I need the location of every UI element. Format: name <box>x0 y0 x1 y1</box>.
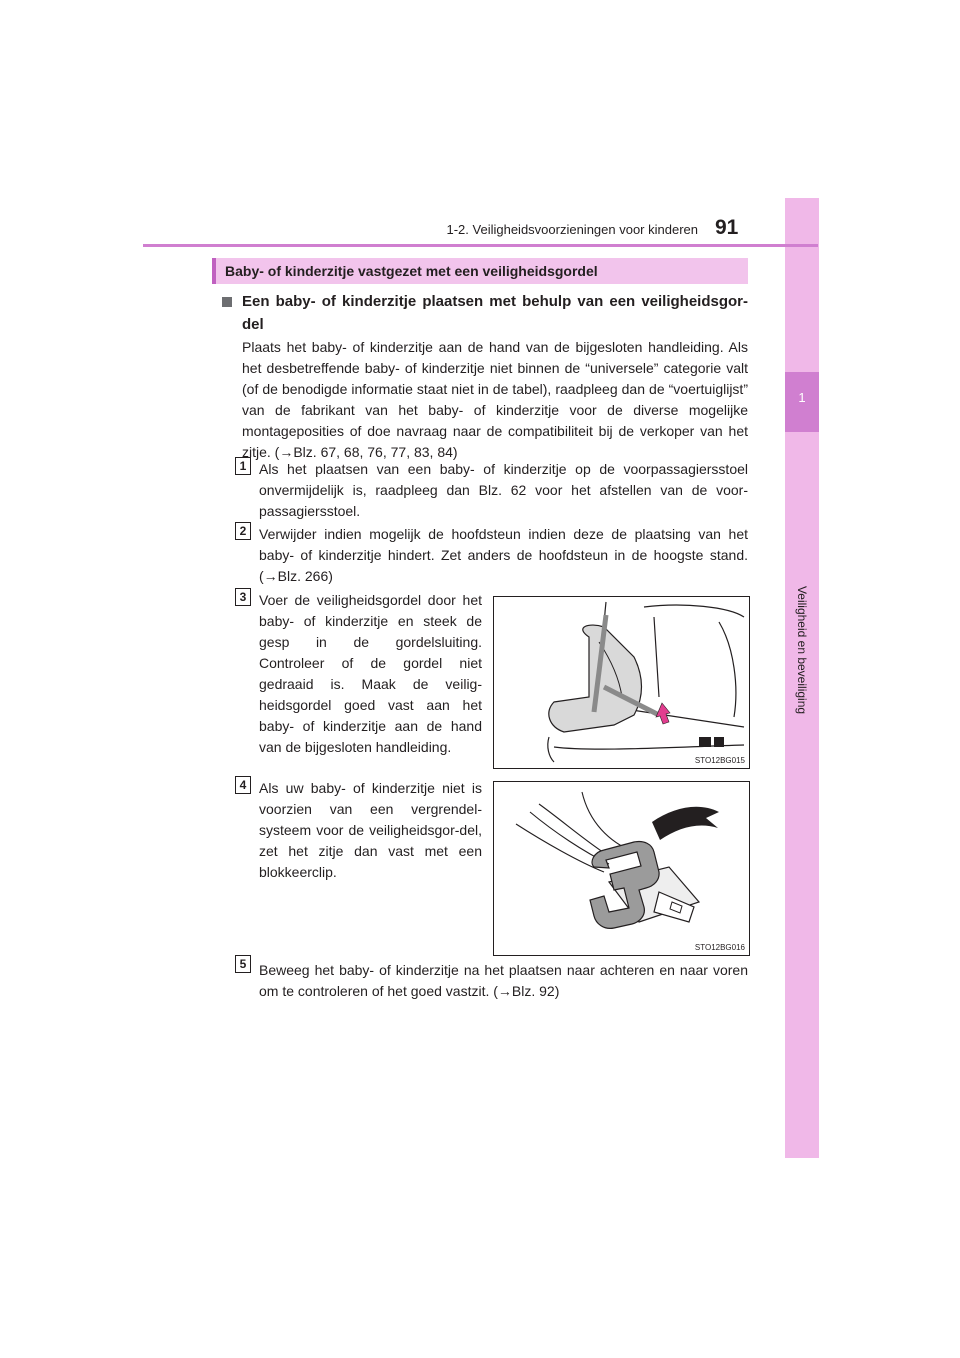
header-section-title: 1-2. Veiligheidsvoorzieningen voor kinderen <box>446 222 698 237</box>
step-text-4: Als uw baby- of kinderzitje niet is voorzien van een vergrendel-systeem voor de veiligheidsgor-del, zet het zitje dan vast met een blokkeerclip. <box>259 780 482 880</box>
locking-clip-illustration <box>494 782 749 955</box>
child-seat-installation-figure <box>493 596 750 769</box>
step-number-3: 3 <box>235 588 251 606</box>
figure-code: STO12BG016 <box>694 943 745 952</box>
child-seat-illustration <box>494 597 749 768</box>
subheading-square-marker <box>222 297 232 307</box>
section-title-bar: Baby- of kinderzitje vastgezet met een veiligheidsgordel <box>212 258 748 284</box>
locking-clip-figure <box>493 781 750 956</box>
step-number-1: 1 <box>235 457 251 475</box>
insert-arrow-icon <box>656 703 670 724</box>
step-text-1: Als het plaatsen van een baby- of kinderzitje op de voorpassagiersstoel onvermijdelijk is, raadpleeg dan Blz. 62 voor het afstellen van de voor-passagiersstoel. <box>259 461 748 519</box>
intro-paragraph: Plaats het baby- of kinderzitje aan de hand van de bijgesloten handleiding. Als het desbetreffende baby- of kinderzitje niet binnen de “universele” categorie valt (of de benodigde informatie staat niet in de tabel), raadpleeg dan de “voertuiglijst” van de fabrikant van het baby- of kinderzitje voor de diverse mogelijke montageposities of doe navraag naar de compatibiliteit bij de verkoper van het zitje. (→Blz. 67, 68, 76, 77, 83, 84) <box>242 339 748 460</box>
figure-code: STO12BG015 <box>694 756 745 765</box>
step-text-5: Beweeg het baby- of kinderzitje na het plaatsen naar achteren en naar voren om te controleren of het goed vastzit. (→Blz. 92) <box>259 962 748 999</box>
step-text-3: Voer de veiligheidsgordel door het baby- of kinderzitje en steek de gesp in de gordelsluiting. Controleer of de gordel niet gedraaid is. Maak de veilig-heidsgordel goed vast aan het baby- of kinderzitje aan de hand van de bijgesloten handleiding. <box>259 592 482 755</box>
page-number: 91 <box>715 216 739 239</box>
step-number-2: 2 <box>235 522 251 540</box>
direction-arrow-icon <box>652 807 719 840</box>
subheading: Een baby- of kinderzitje plaatsen met behulp van een veiligheidsgor-del <box>242 293 748 333</box>
chapter-number: 1 <box>798 390 806 405</box>
step-number-5: 5 <box>235 955 251 973</box>
header-divider <box>143 244 818 247</box>
chapter-label: Veiligheid en beveiliging <box>795 585 809 715</box>
step-number-4: 4 <box>235 776 251 794</box>
step-text-2: Verwijder indien mogelijk de hoofdsteun indien deze de plaatsing van het baby- of kinderzitje hindert. Zet anders de hoofdsteun in de hoogste stand. (→Blz. 266) <box>259 526 748 584</box>
